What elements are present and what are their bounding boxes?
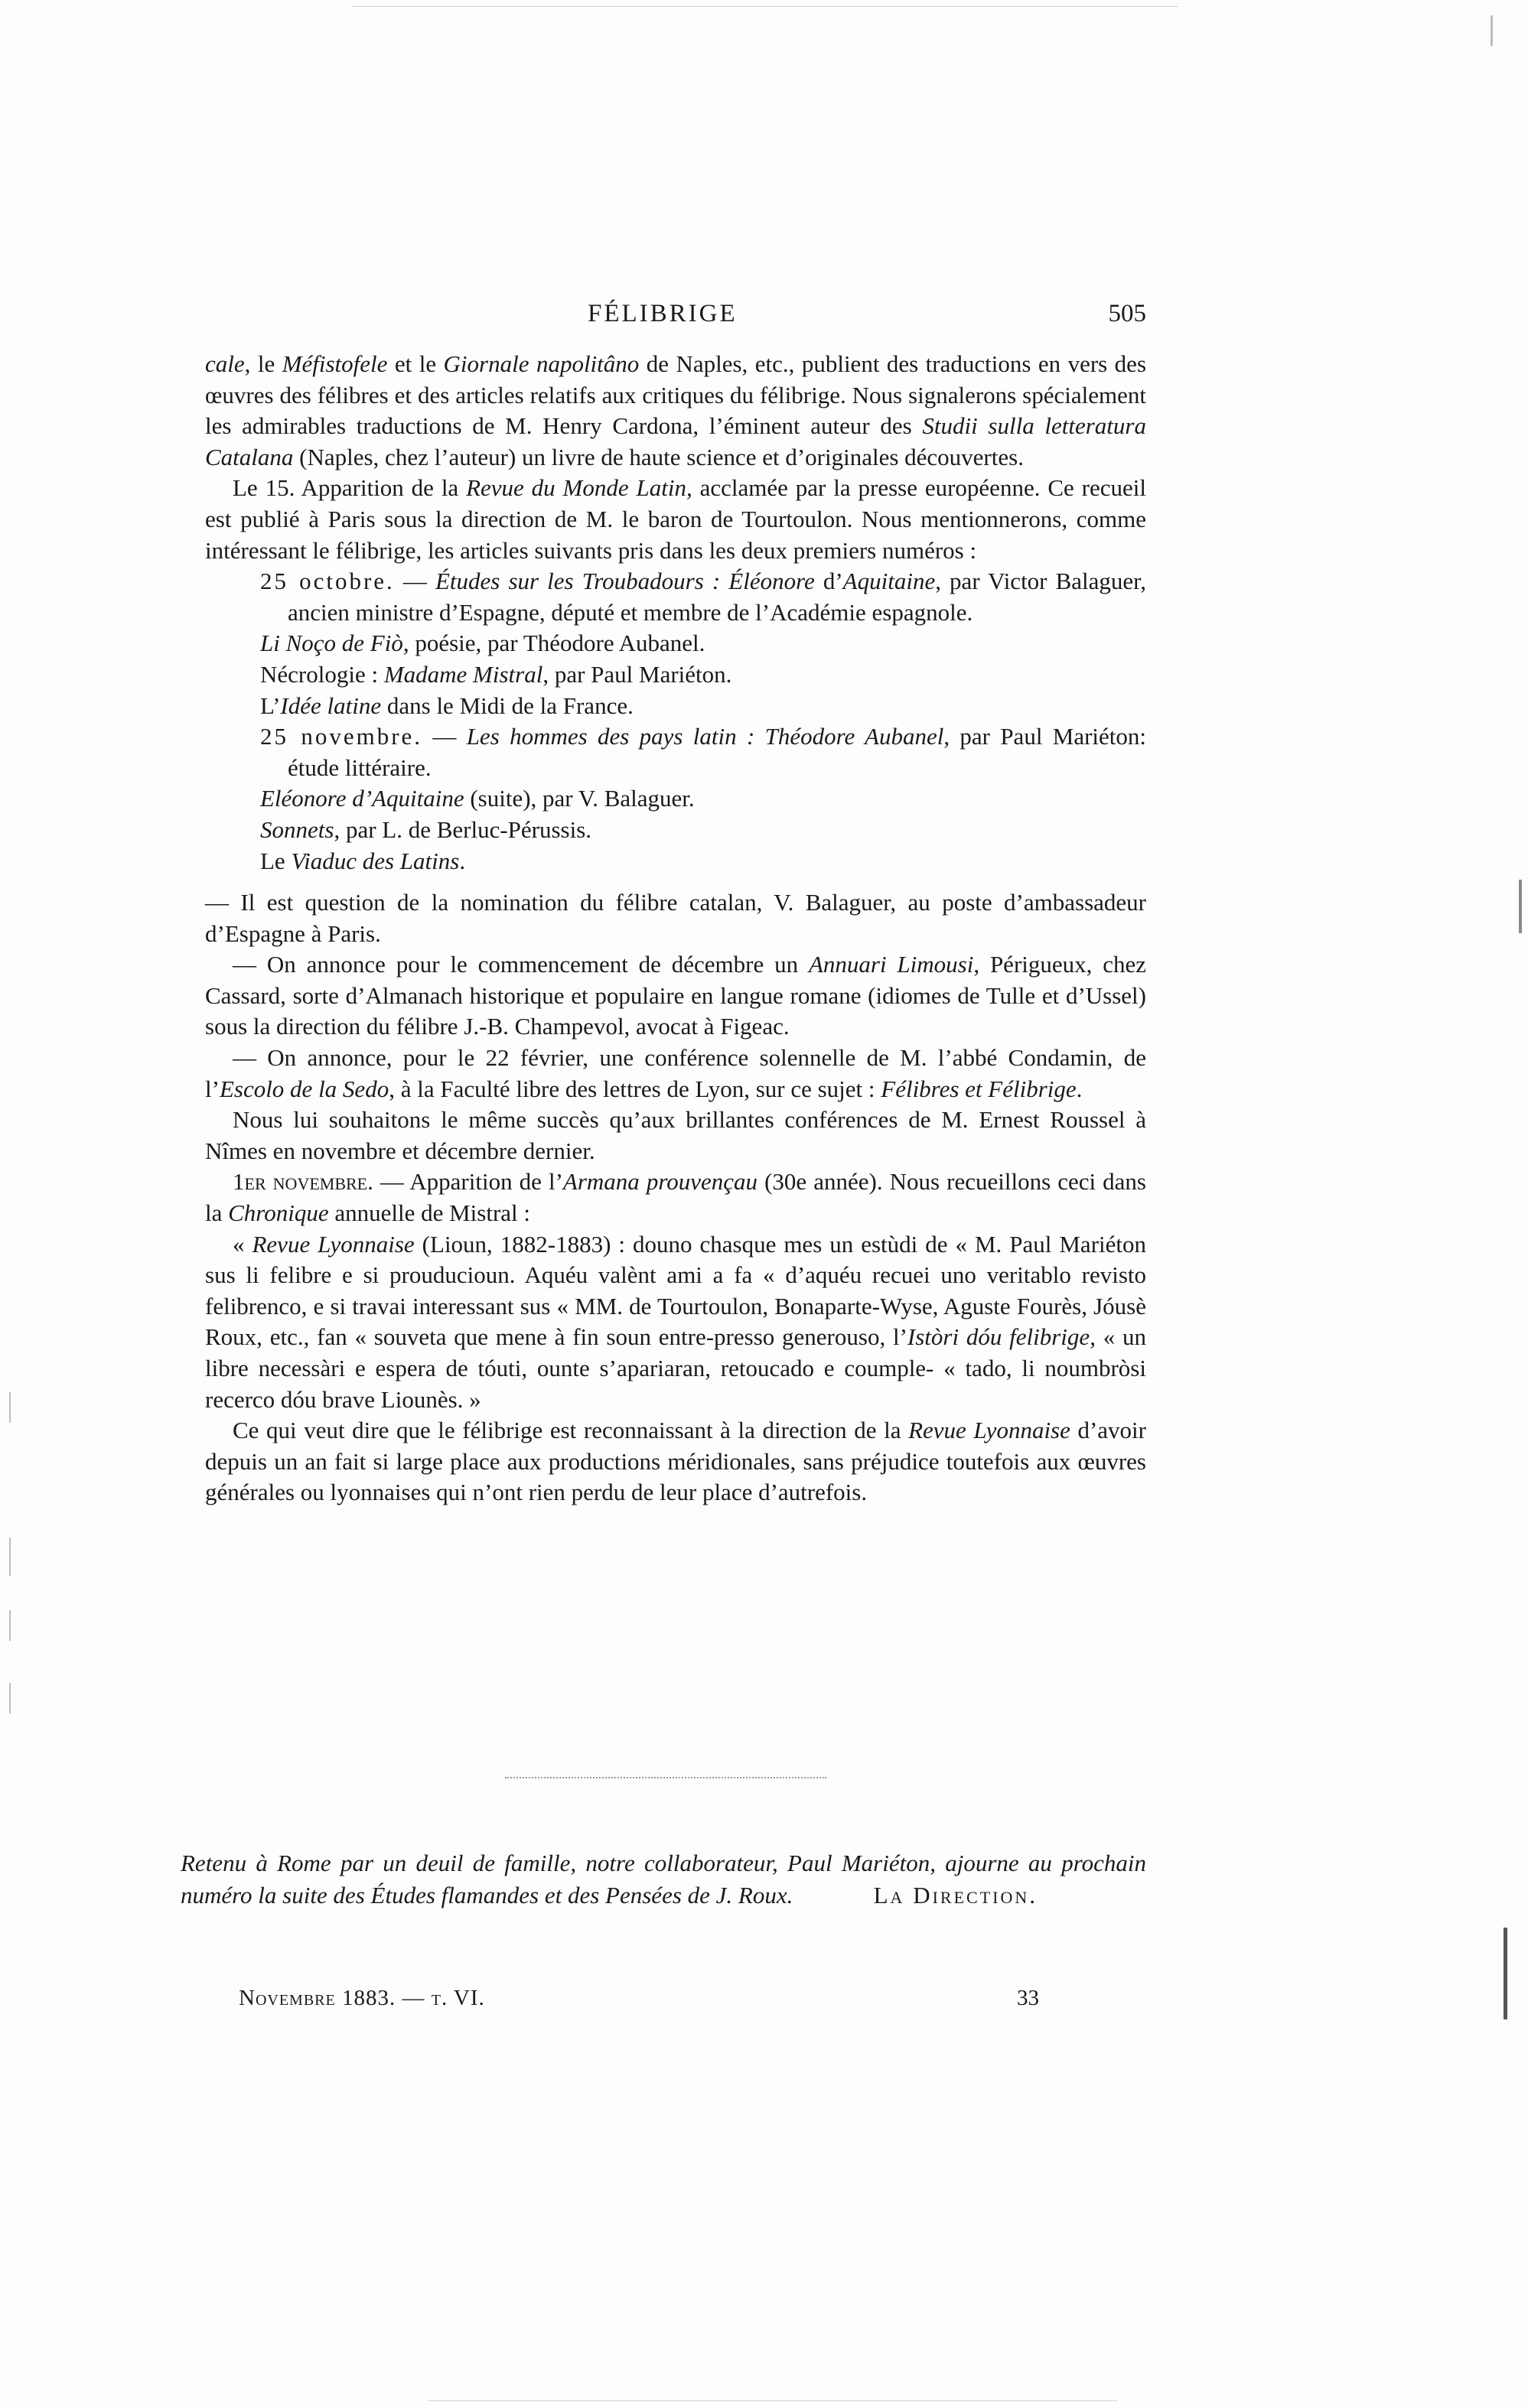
note-signature: La Direction.	[873, 1882, 1038, 1909]
page-footer	[239, 1986, 1080, 2016]
paragraph-cale: cale, le Méfistofele et le Giornale napolitâno de Naples, etc., publient des traductions en vers des œuvres des félibres et des articles relatifs aux critiques du félibrige. Nous signalerons spécialement les admirables traductions de M. Henry Cardona, l’éminent auteur des Studii sulla letteratura Catalana (Naples, chez l’auteur) un livre de haute science et d’originales découvertes.	[205, 350, 1147, 470]
scan-edge-mark	[9, 1538, 11, 1576]
entry-25-novembre: 25 novembre. — Les hommes des pays latin : Théodore Aubanel, par Paul Mariéton: étude littéraire.	[260, 723, 1146, 781]
list-item: Le Viaduc des Latins.	[260, 847, 466, 874]
section-divider	[505, 1777, 826, 1778]
footer-issue: Novembre 1883. — t. VI.	[239, 1986, 485, 2010]
spacer	[205, 877, 1146, 887]
paragraph-reconnaissant: Ce qui veut dire que le félibrige est reconnaissant à la direction de la Revue Lyonnaise d’avoir depuis un an fait si large place aux productions méridionales, sans préjudice toutefois aux œuvres générales ou lyonnaises qui n’ont rien perdu de leur place d’autrefois.	[205, 1417, 1146, 1506]
paragraph-annuari-limousi: — On annonce pour le commencement de décembre un Annuari Limousi, Périgueux, chez Cassard, sorte d’Almanach historique et populaire en langue romane (idiomes de Tulle et d’Ussel) sous la direction du félibre J.-B. Champevol, avocat à Figeac.	[205, 951, 1147, 1040]
editorial-note	[181, 1847, 1146, 1912]
list-item: Li Noço de Fiò, poésie, par Théodore Aubanel.	[260, 630, 705, 657]
note-text: Retenu à Rome par un deuil de famille, notre collaborateur, Paul Mariéton, ajourne au prochain numéro la suite des Études flamandes et des Pensées de J. Roux.	[181, 1850, 1146, 1909]
list-item: Nécrologie : Madame Mistral, par Paul Mariéton.	[260, 660, 732, 688]
scan-bottom-rule	[428, 2400, 1117, 2401]
scan-edge-mark	[9, 1683, 11, 1713]
page-body	[205, 349, 1146, 1508]
list-item: Sonnets, par L. de Berluc-Pérussis.	[260, 815, 592, 843]
scan-edge-mark	[9, 1610, 11, 1641]
scan-edge-mark	[1504, 1928, 1507, 2019]
running-title: FÉLIBRIGE	[588, 300, 738, 327]
scan-edge-mark	[1491, 15, 1493, 46]
paragraph-revue-monde-latin: Le 15. Apparition de la Revue du Monde Latin, acclamée par la presse européenne. Ce recueil est publié à Paris sous la direction de M. le baron de Tourtoulon. Nous mentionnerons, comme intéressant le félibrige, les articles suivants pris dans les deux premiers numéros :	[205, 474, 1146, 564]
paragraph-roussel: Nous lui souhaitons le même succès qu’aux brillantes conférences de M. Ernest Roussel à Nîmes en novembre et décembre dernier.	[205, 1106, 1146, 1164]
footer-signature-mark: 33	[1017, 1986, 1039, 2010]
page-number: 505	[1108, 300, 1146, 327]
scan-top-rule	[352, 6, 1178, 7]
entry-25-octobre: 25 octobre. — Études sur les Troubadours : Éléonore d’Aquitaine, par Victor Balaguer, ancien ministre d’Espagne, député et membre de l’Académie espagnole.	[260, 568, 1146, 626]
scan-edge-mark	[9, 1392, 11, 1423]
quotation-mistral: « Revue Lyonnaise (Lioun, 1882-1883) : douno chasque mes un estùdi de « M. Paul Mariéton sus li felibre e si prouducioun. Aquéu valènt ami a fa « d’aquéu recuei uno veritablo revisto felibrenco, e si travai interessant sus « MM. de Tourtoulon, Bonaparte-Wyse, Aguste Fourès, Jóusè Roux, etc., fan « souveta que mene à fin soun entre-presso generouso, l’Istòri dóu felibrige, « un libre necessàri e espera de tóuti, ounte s’apariaran, retoucado e coumple- « tado, li noumbròsi recerco dóu brave Liounès. »	[205, 1230, 1146, 1413]
paragraph-balaguer: — Il est question de la nomination du félibre catalan, V. Balaguer, au poste d’ambassadeur d’Espagne à Paris.	[205, 889, 1146, 947]
list-item: L’Idée latine dans le Midi de la France.	[260, 691, 634, 719]
running-header	[205, 300, 1146, 334]
paragraph-conference: — On annonce, pour le 22 février, une conférence solennelle de M. l’abbé Condamin, de l’Escolo de la Sedo, à la Faculté libre des lettres de Lyon, sur ce sujet : Félibres et Félibrige.	[205, 1044, 1146, 1102]
paragraph-armana: 1er novembre. — Apparition de l’Armana prouvençau (30e année). Nous recueillons ceci dans la Chronique annuelle de Mistral :	[205, 1168, 1146, 1227]
scan-edge-mark	[1519, 880, 1522, 933]
list-item: Eléonore d’Aquitaine (suite), par V. Balaguer.	[260, 785, 695, 812]
